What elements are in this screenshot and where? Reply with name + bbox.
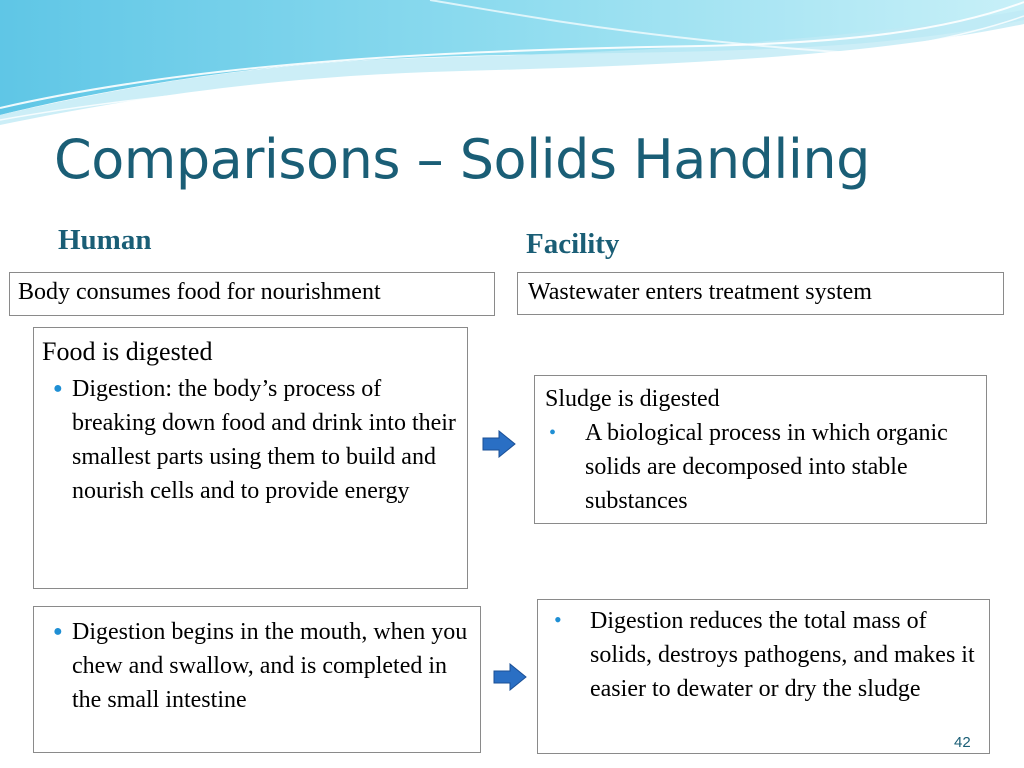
human-digestion-box xyxy=(33,327,468,589)
human-intro-text: Body consumes food for nourishment xyxy=(18,279,381,305)
right-arrow-icon xyxy=(482,430,516,458)
facility-digestion-bullet-text: A biological process in which organic solids are decomposed into stable substances xyxy=(585,420,948,514)
facility-digestion-heading: Sludge is digested xyxy=(545,386,720,412)
facility-intro-text: Wastewater enters treatment system xyxy=(528,279,872,305)
bullet-dot-icon: • xyxy=(549,422,557,444)
page-number: 42 xyxy=(954,734,971,751)
human-location-box xyxy=(33,606,481,753)
facility-intro-box xyxy=(517,272,1004,315)
human-location-bullet-text: Digestion begins in the mouth, when you chew and swallow, and is completed in the small intestine xyxy=(72,619,468,713)
human-digestion-bullet xyxy=(42,372,465,508)
bullet-dot-icon: • xyxy=(554,607,562,632)
facility-effect-bullet-text: Digestion reduces the total mass of solids, destroys pathogens, and makes it easier to dewater or dry the sludge xyxy=(590,608,975,702)
human-digestion-heading: Food is digested xyxy=(42,337,213,366)
human-intro-box xyxy=(9,272,495,316)
facility-digestion-box xyxy=(534,375,987,524)
right-arrow-icon xyxy=(493,663,527,691)
facility-digestion-bullet xyxy=(545,416,984,518)
header-wave-decoration xyxy=(0,0,1024,130)
facility-column-heading: Facility xyxy=(526,228,620,260)
human-column-heading: Human xyxy=(58,224,152,256)
facility-effect-bullet xyxy=(542,604,987,706)
slide-title: Comparisons – Solids Handling xyxy=(54,128,870,191)
bullet-dot-icon: ● xyxy=(53,623,63,640)
human-digestion-bullet-text: Digestion: the body’s process of breaking down food and drink into their smallest parts using them to build and nourish cells and to provide energy xyxy=(72,376,456,504)
human-location-bullet xyxy=(42,615,478,717)
facility-effect-box xyxy=(537,599,990,754)
bullet-dot-icon: ● xyxy=(53,380,63,397)
